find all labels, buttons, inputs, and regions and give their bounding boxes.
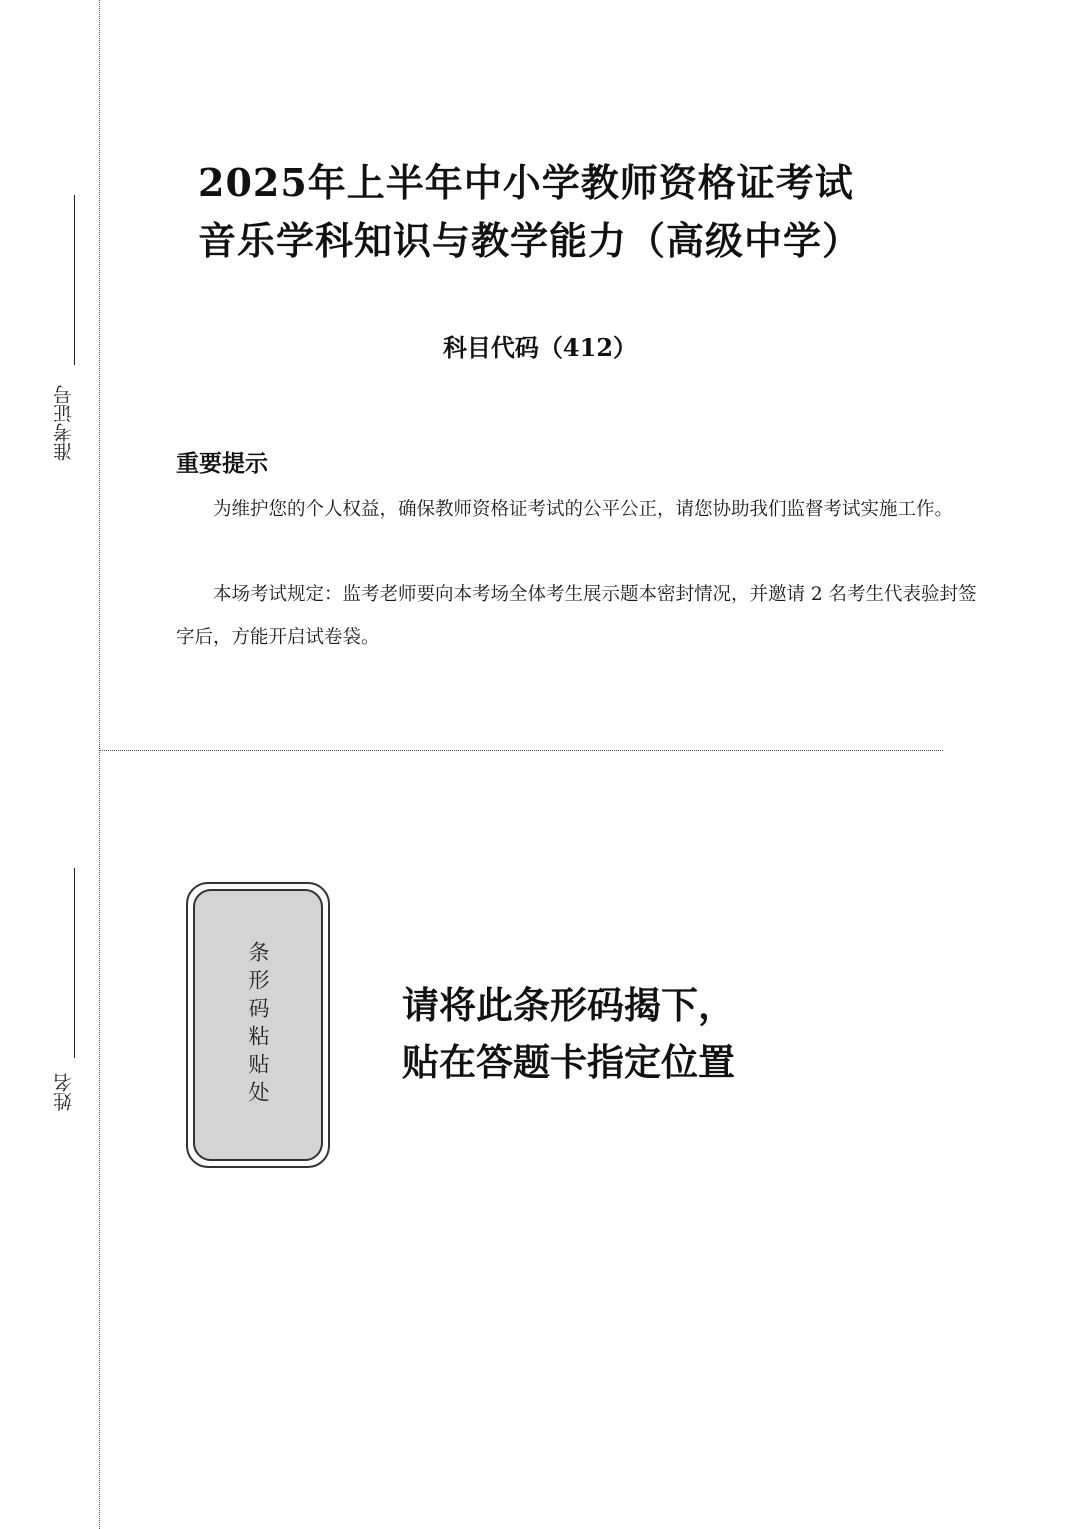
barcode-instruction-line2: 贴在答题卡指定位置 (402, 1040, 735, 1084)
exam-title-line1: 2025年上半年中小学教师资格证考试 (198, 160, 854, 205)
notice-paragraph-2: 本场考试规定：监考老师要向本考场全体考生展示题本密封情况，并邀请 2 名考生代表验封签字后，方能开启试卷袋。 (176, 584, 977, 648)
barcode-instruction-line1: 请将此条形码揭下， (402, 983, 735, 1027)
subject-code: 科目代码（412） (442, 333, 638, 362)
cut-dotted-line (100, 750, 943, 751)
barcode-inner-frame (193, 889, 323, 1161)
exam-id-label: 准考证号 (53, 385, 75, 461)
notice-heading: 重要提示 (176, 450, 268, 477)
barcode-sticker-area (186, 882, 330, 1168)
barcode-label: 条形码粘贴处 (246, 941, 270, 1109)
name-write-line (74, 868, 75, 1058)
exam-title-line2: 音乐学科知识与教学能力（高级中学） (198, 218, 862, 263)
binding-dotted-line (99, 0, 100, 1529)
notice-paragraph-1: 为维护您的个人权益，确保教师资格证考试的公平公正，请您协助我们监督考试实施工作。 (213, 499, 954, 520)
name-field (50, 868, 84, 1118)
name-label: 姓名 (53, 1073, 75, 1111)
